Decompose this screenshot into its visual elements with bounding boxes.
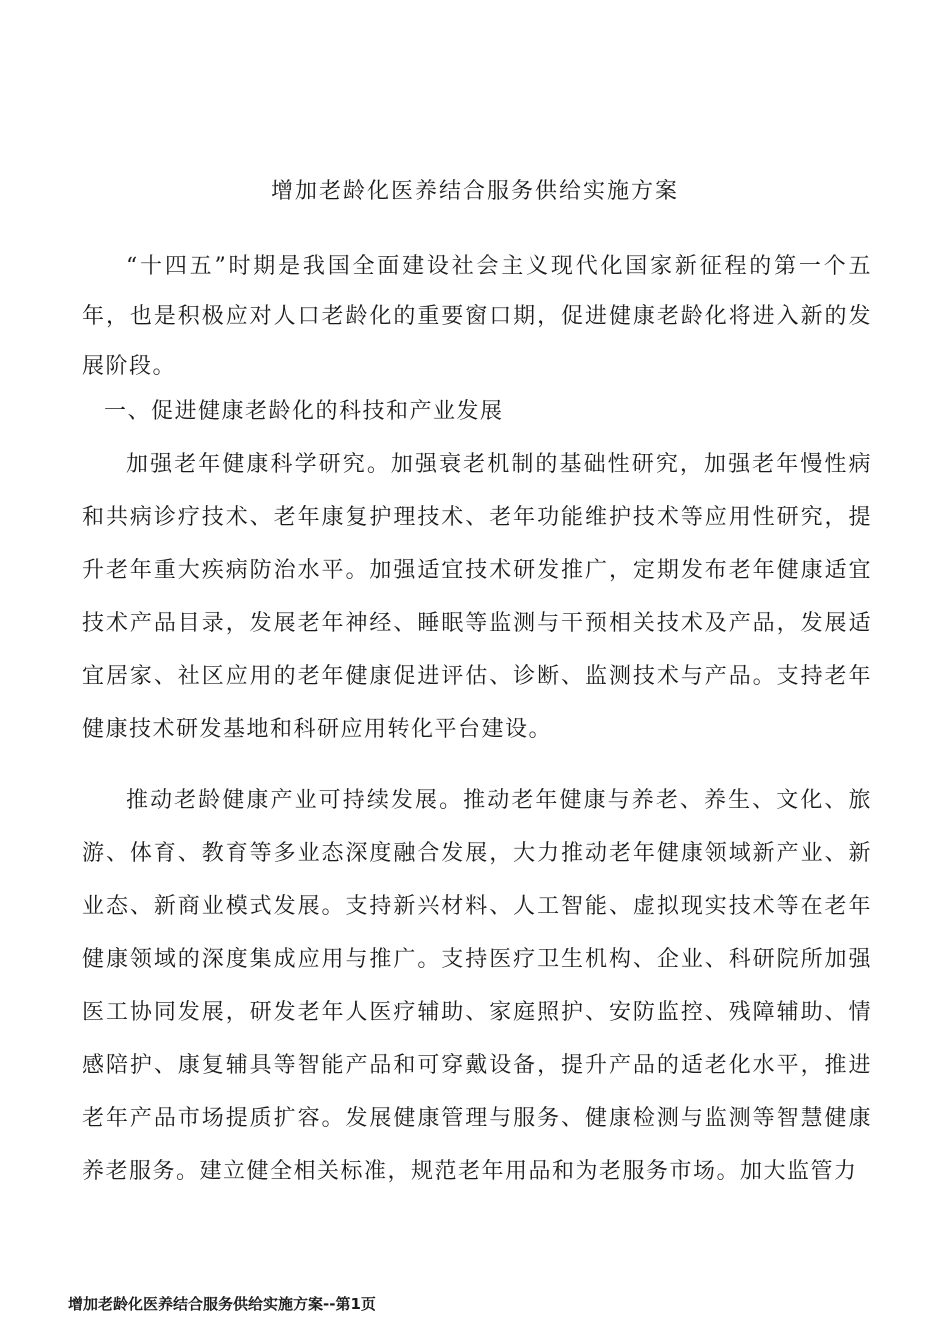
document-body: [82, 242, 872, 1198]
section-heading: 一、促进健康老龄化的科技和产业发展: [104, 399, 504, 424]
section-paragraph-industry: 推动老龄健康产业可持续发展。推动老年健康与养老、养生、文化、旅游、体育、教育等多业态深度融合发展，大力推动老年健康领域新产业、新业态、新商业模式发展。支持新兴材料、人工智能、虚拟现实技术等在老年健康领域的深度集成应用与推广。支持医疗卫生机构、企业、科研院所加强医工协同发展，研发老年人医疗辅助、家庭照护、安防监控、残障辅助、情感陪护、康复辅具等智能产品和可穿戴设备，提升产品的适老化水平，推进老年产品市场提质扩容。发展健康管理与服务、健康检测与监测等智慧健康养老服务。建立健全相关标准，规范老年用品和为老服务市场。加大监管力: [82, 788, 872, 1184]
page-footer: 增加老龄化医养结合服务供给实施方案--第1页: [68, 1295, 376, 1313]
intro-paragraph: “十四五”时期是我国全面建设社会主义现代化国家新征程的第一个五年，也是积极应对人口老龄化的重要窗口期，促进健康老龄化将进入新的发展阶段。: [82, 254, 872, 379]
section-paragraph-research: 加强老年健康科学研究。加强衰老机制的基础性研究，加强老年慢性病和共病诊疗技术、老年康复护理技术、老年功能维护技术等应用性研究，提升老年重大疾病防治水平。加强适宜技术研发推广，定期发布老年健康适宜技术产品目录，发展老年神经、睡眠等监测与干预相关技术及产品，发展适宜居家、社区应用的老年健康促进评估、诊断、监测技术与产品。支持老年健康技术研发基地和科研应用转化平台建设。: [82, 452, 872, 742]
document-title: 增加老龄化医养结合服务供给实施方案: [270, 179, 679, 204]
